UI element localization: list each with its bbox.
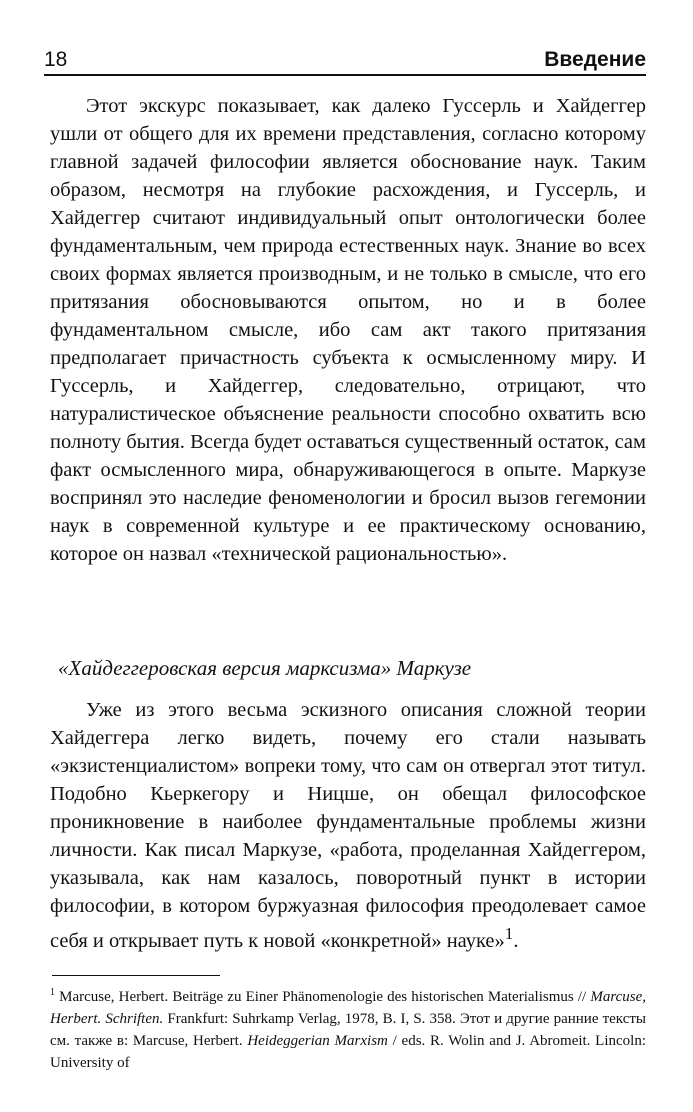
- section-heading: «Хайдеггеровская версия марксизма» Маркузе: [58, 656, 472, 680]
- section-paragraph: [50, 696, 646, 955]
- footnote-reference: 1: [504, 924, 514, 943]
- footnote-divider: [52, 975, 220, 976]
- paragraph-text: Уже из этого весьма эскизного описания сложной теории Хайдеггера легко видеть, почему его стали называть «экзистенциалистом» вопреки тому, что сам он отвергал этот титул. Подобно Кьеркегору и Ницше, он обещал философское проникновение в наиболее фундаментальные проблемы жизни личности. Как писал Маркузе, «работа, проделанная Хайдеггером, указывала, как нам казалось, поворотный пункт в истории философии, в котором буржуазная философия преодолевает самое себя и открывает путь к новой «конкретной» науке»$^1$.: [50, 699, 646, 952]
- page-number: 18: [44, 48, 68, 71]
- running-title: Введение: [544, 48, 646, 71]
- page-header: [44, 44, 646, 76]
- footnote-italic-citation-2: Heideggerian Marxism: [247, 1033, 388, 1049]
- footnote-marker: 1: [50, 987, 55, 998]
- footnote-text-start: Marcuse, Herbert. Beiträge zu Einer Phänomenologie des historischen Materialismus //: [59, 989, 591, 1005]
- paragraph-text: Этот экскурс показывает, как далеко Гуссерль и Хайдеггер ушли от общего для их времени представления, согласно которому главной задачей философии является обоснование наук. Таким образом, несмотря на глубокие расхождения, и Гуссерль, и Хайдеггер считают индивидуальный опыт онтологически более фундаментальным, чем природа естественных наук. Знание во всех своих формах является производным, и не только в смысле, что его притязания обосновываются опытом, но и в более фундаментальном смысле, ибо сам акт такого притязания предполагает причастность субъекта к осмысленному миру. И Гуссерль, и Хайдеггер, следовательно, отрицают, что натуралистическое объяснение реальности способно охватить всю полноту бытия. Всегда будет оставаться существенный остаток, сам факт осмысленного мира, обнаруживающегося в опыте. Маркузе воспринял это наследие феноменологии и бросил вызов гегемонии наук в современной культуре и ее практическому основанию, которое он назвал «технической рациональностью».: [50, 95, 646, 565]
- paragraph-body: Уже из этого весьма эскизного описания сложной теории Хайдеггера легко видеть, почему его стали называть «экзистенциалистом» вопреки тому, что сам он отвергал этот титул. Подобно Кьеркегору и Ницше, он обещал философское проникновение в наиболее фундаментальные проблемы жизни личности. Как писал Маркузе, «работа, проделанная Хайдеггером, указывала, как нам казалось, поворотный пункт в истории философии, в котором буржуазная философия преодолевает самое себя и открывает путь к новой «конкретной» науке»: [50, 699, 646, 952]
- footnote: [50, 986, 646, 1074]
- footnote-text-end: / eds. R. Wolin and J. Abromeit. Lincoln: University of: [50, 1033, 647, 1071]
- footnote-italic-citation-1: Marcuse, Herbert. Schriften.: [50, 989, 647, 1027]
- introductory-paragraph: [50, 92, 646, 568]
- footnote-text-middle: Frankfurt: Suhrkamp Verlag, 1978, B. I, S. 358. Этот и другие ранние тексты см. также в: Marcuse, Herbert.: [50, 1011, 646, 1049]
